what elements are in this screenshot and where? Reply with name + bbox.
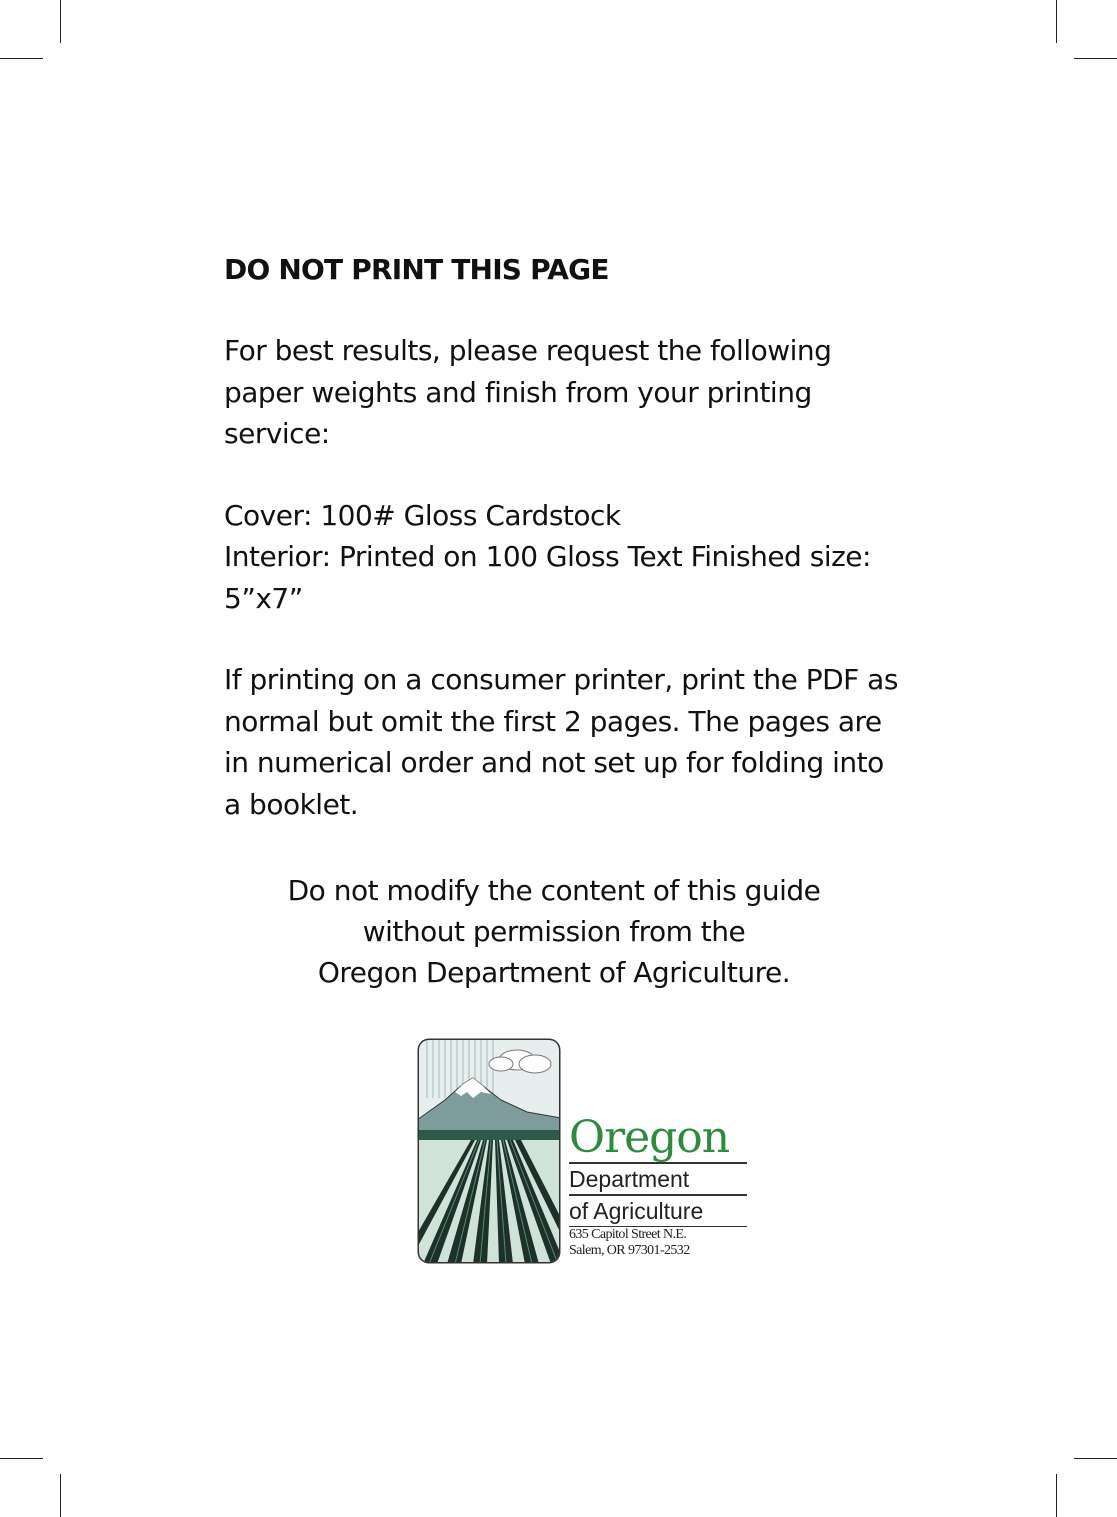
text-line: Interior: Printed on 100 Gloss Text Finished size: (224, 540, 871, 573)
permission-notice (224, 870, 944, 993)
text-line: in numerical order and not set up for folding into (224, 746, 884, 779)
crop-mark-top-left-horizontal (0, 58, 43, 59)
crop-mark-bottom-right-vertical (1056, 1474, 1057, 1517)
oda-logo (417, 1038, 747, 1268)
page-heading: DO NOT PRINT THIS PAGE (224, 253, 609, 286)
logo-name-department: Department (569, 1164, 747, 1196)
text-line: If printing on a consumer printer, print the PDF as (224, 663, 898, 696)
crop-mark-bottom-right-horizontal (1074, 1458, 1117, 1459)
consumer-printer-paragraph (224, 659, 944, 825)
crop-mark-top-left-vertical (60, 0, 61, 43)
text-line: For best results, please request the following (224, 334, 832, 367)
instructions (224, 250, 944, 825)
crop-mark-bottom-left-vertical (60, 1474, 61, 1517)
logo-wordmark (569, 1112, 747, 1259)
text-line: Do not modify the content of this guide (287, 874, 821, 907)
crop-mark-bottom-left-horizontal (0, 1458, 43, 1459)
logo-name-agriculture: of Agriculture (569, 1196, 747, 1227)
logo-address-city: Salem, OR 97301-2532 (569, 1243, 690, 1258)
logo-name-oregon: Oregon (569, 1116, 747, 1164)
text-line: 5”x7” (224, 581, 303, 615)
paper-spec-paragraph (224, 495, 944, 620)
crop-mark-top-right-vertical (1056, 0, 1057, 43)
text-line: normal but omit the first 2 pages. The pages are (224, 704, 882, 738)
paper-request-paragraph (224, 330, 944, 455)
logo-address-street: 635 Capitol Street N.E. (569, 1227, 687, 1242)
text-line: paper weights and finish from your printing (224, 375, 812, 409)
text-line: Oregon Department of Agriculture. (317, 956, 791, 989)
text-line: without permission from the (362, 915, 746, 948)
text-line: Cover: 100# Gloss Cardstock (224, 498, 621, 532)
text-line: a booklet. (224, 787, 359, 821)
text-line: service: (224, 417, 330, 450)
oregon-landscape-icon (417, 1038, 561, 1264)
crop-mark-top-right-horizontal (1074, 58, 1117, 59)
